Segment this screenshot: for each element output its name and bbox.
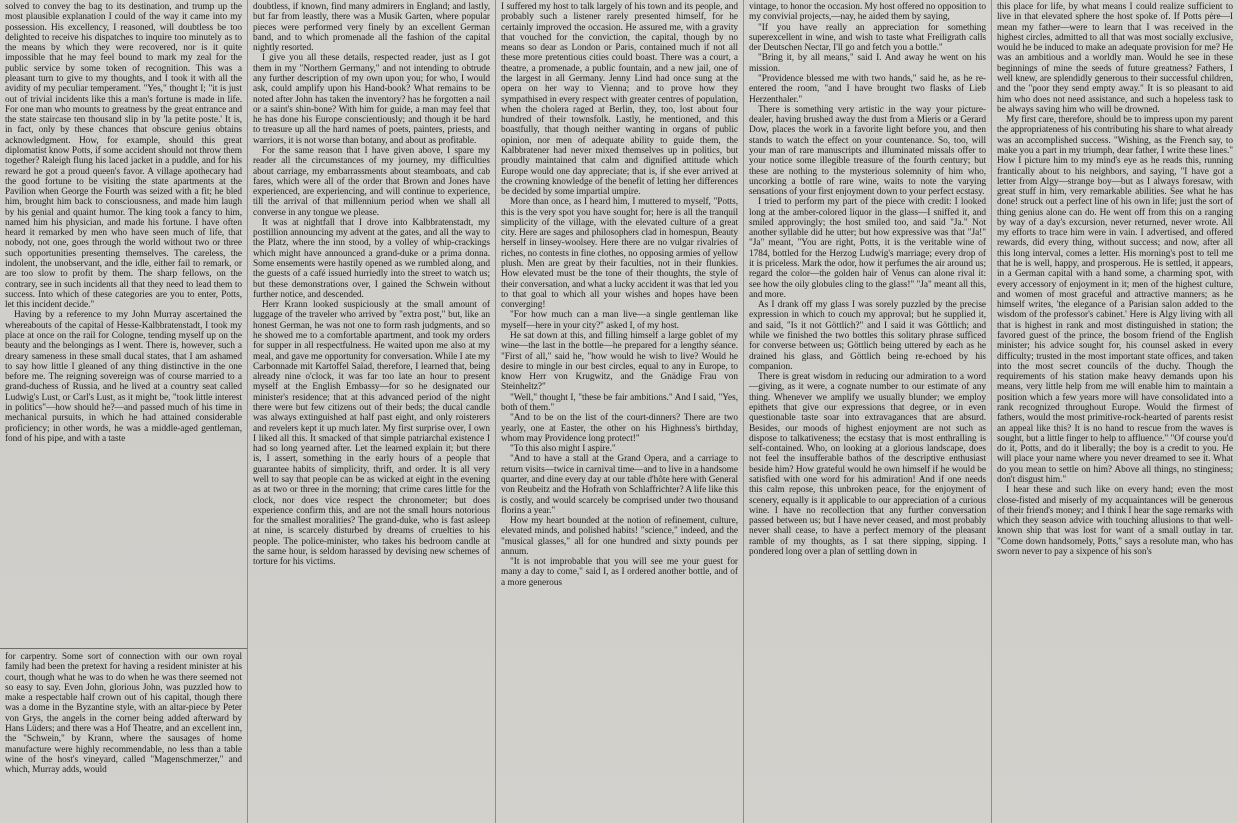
column-1-continuation: [5, 652, 242, 775]
paragraph: "If you have really an appreciation for something superexcellent in wine, and wish to taste what Freiligrath calls der Deutschen Nectar, I'll go and fetch you a bottle.": [749, 22, 986, 54]
paragraph: "Bring it, by all means," said I. And away he went on his mission.: [749, 53, 986, 74]
column-divider-rule: [0, 648, 248, 649]
paragraph: There is something very artistic in the way your picture-dealer, having brushed away the dust from a Mieris or a Gerard Dow, places the work in a favorite light before you, and then stands to watch the effect on your countenance. So, too, will your man of rare manuscripts and illuminated missals offer to your notice some illegible treasure of the fourth century; but these are nothing to the mysterious solemnity of him who, uncorking a bottle of rare wine, waits to note the varying sensations of your first enjoyment down to your perfect ecstasy.: [749, 104, 986, 198]
paragraph: I hear these and such like on every hand; even the most close-fisted and miserly of my acquaintances will be generous of their friend's money; and I think I hear the sage remarks with which they season advice with touching allusions to that well-known ship that was lost for want of a small outlay in tar. "Come down handsomely, Potts," says a resolute man, who has sworn never to pay a sixpence of his son's: [997, 485, 1233, 557]
column-5: [992, 0, 1238, 823]
column-2: [248, 0, 496, 823]
paragraph: "Providence blessed me with two hands," said he, as he re-entered the room, "and I have brought two flasks of Lieb Herzenthaler.": [749, 73, 986, 105]
paragraph: for carpentry. Some sort of connection with our own royal family had been the pretext for having a resident minister at his court, though what he was to do when he was there seemed not so easy to say. Even John, glorious John, was puzzled how to make a respectable half crown out of his capital, though there was a dome in the Byzantine style, with an altar-piece by Peter von Grys, the angels in the corner being added afterward by Hans Lüders; and there was a Hof Theatre, and an excellent inn, the "Schwein," by Krann, where the sausages of home manufacture were highly recommendable, no less than a table wine of the host's vineyard, called "Magenschmerzer," and which, Murray adds, would: [5, 652, 242, 776]
column-1: [0, 0, 248, 823]
paragraph: Herr Krann looked suspiciously at the small amount of luggage of the traveler who arrived by "extra post," but, like an honest German, he was not one to form rash judgments, and so he showed me to a comfortable apartment, and took my orders for supper in all respectfulness. He waited upon me also at my meal, and gave me opportunity for conversation. While I ate my Carbonnade mit Kartoffel Salad, therefore, I learned that, being already nine o'clock, it was far too late an hour to present myself at the English Embassy—for so he designated our minister's residence; that at this advanced period of the night there were but few citizens out of their beds; the ducal candle was always extinguished at half past eight, and only roisterers and revelers kept it up much later. My first surprise over, I own I liked all this. It smacked of that simple patriarchal existence I had so long yearned after. Let the learned explain it; but there is, I assert, something in the early hours of a people that guarantee habits of simplicity, thrift, and order. It is all very well to say that people can be as wicked at eight in the evening as at two or three in the morning; that crime cares little for the clock, nor does vice respect the chronometer; but does experience confirm this, and are not the small hours notorious for the smallest moralities? The grand-duke, who is fast asleep at nine, is scarcely disturbed by dreams of cruelties to his people. The police-minister, who takes his bedroom candle at the same hour, is seldom harassed by devising new schemes of torture for his victims.: [253, 300, 490, 568]
paragraph: "And to be on the list of the court-dinners? There are two yearly, one at Easter, the other on his Highness's birthday, whom may Providence long protect!": [501, 413, 738, 444]
paragraph: I suffered my host to talk largely of his town and its people, and probably such a listener rarely presented himself, for he certainly improved the occasion. He assured me, with a gravity that vouched for the conviction, the capital, though by no means so dear as London or Paris, contained much if not all these more pretentious cities could boast. There was a court, a theatre, a promenade, a public fountain, and a new jail, one of the largest in all Germany. Jenny Lind had once sung at the opera on her way to Vienna; and to prove how they sympathised in every respect with greater centres of population, when the cholera raged at Berlin, they, too, lost about four hundred of their townsfolk. Lastly, he mentioned, and this boastfully, that though neither wanting in organs of public opinion, nor men of adequate ability to guide them, the Kalbbratener had never mixed themselves up in politics, but proudly maintained that calm and dignified attitude which Europe would one day appreciate; that is, if she ever arrived at the crowning knowledge of the benefit of letting her differences be decided by some impartial umpire.: [501, 2, 738, 198]
paragraph: My first care, therefore, should be to impress upon my parent the appropriateness of his contributing his share to what already was an accomplished success. "Wishing, as the French say, to make you a part in my triumph, dear father, I write these lines." How I picture him to my mind's eye as he reads this, running frantically about to his neighbors, and saying, "I have got a letter from Algy—strange boy—but as I always foresaw, with great stuff in him, very remarkable abilities. See what he has done! struck out a perfect line of his own in life; just the sort of thing genius alone can do. He went off from this on a ranging by way of a day's excursion, never returned, never wrote. All my efforts to trace him were in vain. I advertised, and offered rewards, did every thing, without success; and now, after all this long interval, comes a letter. His morning's post to tell me that he is well, happy, and prosperous. He is settled, it appears, in a German capital with a hand some, a charming spot, with every accessory of enjoyment in it; men of the highest culture, and women of most graceful and attractive manners; as he himself writes, 'the elegance of a Parisian salon added to the wisdom of the professor's cabinet.' Here is Algy living with all that is highest in rank and most distinguished in station; the favored guest of the prince, the bosom friend of the English minister; his advice sought for, his counsel asked in every difficulty; trusted in the most important state offices, and taken into the most secret councils of the duchy. Though the requirements of his station make heavy demands upon his means, very little help from me will enable him to maintain a position which a few years more will have consolidated into a rank recognized throughout Europe. Would the firmest of fathers, would the most primitive-rock-hearted of parents resist an appeal like this? It is no hand to rescue from the waves is sought, but a little finger to help to affluence." "Of course you'd do it, Potts, and do it liberally; the boy is a credit to you. He will place your name where you never dreamed to see it. What do you mean to settle on him? Above all things, no stinginess; don't disgust him.": [997, 115, 1233, 485]
paragraph: I tried to perform my part of the piece with credit: I looked long at the amber-colored liquor in the glass—I sniffed it, and smiled approvingly; the host smiled too, and said "Ja." Not another syllable did he utter; but how expressive was that "Ja!" "Ja" meant, "You are right, Potts, it is the veritable wine of 1784, bottled for the Herzog Ludwig's marriage; every drop of it is priceless. Mark the odor, how it perfumes the air around us; regard the color—the golden hair of Venus can alone rival it: see how the oily globules cling to the glass!" "Ja" meant all this, and more.: [749, 197, 986, 300]
paragraph: "Well," thought I, "these be fair ambitions." And I said, "Yes, both of them.": [501, 392, 738, 413]
paragraph: As I drank off my glass I was sorely puzzled by the precise expression in which to couch my approval; but he supplied it, and said, "Is it not Göttlich?" and I said it was Göttlich; and while we finished the two bottles this solitary phrase sufficed for converse between us; Göttlich being uttered by each as he drained his glass, and Göttlich being re-echoed by his companion.: [749, 300, 986, 372]
paragraph: solved to convey the bag to its destination, and trump up the most plausible explanation I could of the way it came into my possession. His excellency, I reasoned, will doubtless be too delighted to receive his dispatches to inquire too minutely as to the means by which they were recovered, nor is it quite impossible that he may feel bound to mark my zeal for the public service by some token of recognition. This was a pleasant turn to give to my thoughts, and I took it with all the avidity of my peculiar temperament. "Yes," thought I; "it is just out of trivial incidents like this a man's fortune is made in life. For one man who mounts to greatness by the great entrance and the state staircase ten thousand slip in by 'la petite poste.' It is, in fact, only by these chances that obscure genius obtains acknowledgment. How, for example, should this great diplomatist know Potts, if some accident should not throw them together? Raleigh flung his laced jacket in a puddle, and for his reward he got a proud queen's favor. A village apothecary had the good fortune to be visiting the state apartments at the Pavilion when George the Fourth was seized with a fit; he bled him, brought him back to consciousness, and made him laugh by his genial and quaint humor. The king took a fancy to him, named him his physician, and made his fortune. I have often heard it remarked by men who have seen much of life, that nobody, not one, goes through the world without two or three such opportunities presenting themselves. The careless, the indolent, the unobservant, and the idle, either fail to remark, or are too slow to profit by them. The sharp fellows, on the contrary, see in such incidents all that they need to lead them to success. Into which of these categories are you to enter, Potts, let this incident decide.": [5, 2, 242, 311]
paragraph: "To this also might I aspire.": [510, 444, 616, 455]
paragraph: He sat down at this, and filling himself a large goblet of my wine—the last in the bottle—he prepared for a lengthy séance. "First of all," said he, "how would he wish to live? Would he desire to mingle in our best circles, equal to any in Europe, to know Herr von Krugwitz, and the Gnädige Frau von Steinheltz?": [501, 331, 738, 393]
column-4: [744, 0, 992, 823]
paragraph: "And to have a stall at the Grand Opera, and a carriage to return visits—twice in carnival time—and to live in a handsome quarter, and dine every day at our table d'hôte here with General von Reubeitz and the Hofrath von Schlaffrichter? A life like this is costly, and would scarcely be comprised under two thousand florins a year.": [501, 454, 738, 516]
paragraph: this place for life, by what means I could realize sufficient to live in that elevated sphere the host spoke of. If Potts père—I mean my father—were to learn that I was received in the highest circles, admitted to all that was most socially exclusive, would he be induced to make an adequate provision for me? He was an ambitious and a worldly man. Would he see in these beginnings of mine the seeds of future greatness? Fathers, I well knew, are splendidly generous to their successful children, and the "poor they send empty away." It is so pleasant to aid him who does not need assistance, and such a hopeless task to be always saving him who will be drowned.: [997, 2, 1233, 115]
paragraph: Having by a reference to my John Murray ascertained the whereabouts of the capital of Hesse-Kalbbratenstadt, I took my place at once on the rail for Cologne, tending myself up on the beauty and the belongings as I went. There is, however, such a dreary sameness in these small ducal states, that I am ashamed to say how little I gleaned of any thing distinctive in the one before me. The reigning sovereign was of course married to a grand-duchess of Russia, and he lived at a country seat called Ludwig's Lust, or Carl's Lust, as it might be, "took little interest in politics"—how should he?—and passed much of his time in mechanical pursuits, in which he had attained considerable proficiency; in other words, he was a middle-aged gentleman, fond of his pipe, and with a taste: [5, 310, 242, 444]
column-3: [496, 0, 744, 823]
paragraph: "For how much can a man live—a single gentleman like myself—here in your city?" asked I, of my host.: [501, 310, 738, 331]
paragraph: vintage, to honor the occasion. My host offered no opposition to my convivial projects,—nay, he aided them by saying,: [749, 2, 986, 23]
paragraph: For the same reason that I have given above, I spare my reader all the circumstances of my journey, my difficulties about carriage, my embarrassments about steamboats, and cab fares, which were all of the order that Brown and Jones have experienced, are experiencing, and will continue to experience, till the arrival of that millennium period when we shall all converse in any tongue we please.: [253, 145, 490, 218]
paragraph: It was at nightfall that I drove into Kalbbratenstadt, my postillion announcing my advent at the gates, and all the way to the Platz, where the inn stood, by a volley of whip-crackings which might have announced a grand-duke or a prima donna. Some ensements were hastily opened as we rumbled along, and the guests of a café issued hurriedly into the street to watch us; but these demonstrations over, I gained the Schwein without further notice, and descended.: [253, 217, 490, 300]
paragraph: doubtless, if known, find many admirers in England; and lastly, but far from leastly, there was a Musik Garten, where popular pieces were performed very finely by an excellent German band, and to which promenade all the fashion of the capital nightly resorted.: [253, 2, 490, 54]
paragraph: More than once, as I heard him, I muttered to myself, "Potts, this is the very spot you have sought for; here is all the tranquil simplicity of the village, with the elevated culture of a great city. Here are sages and philosophers clad in homespun, Beauty herself in linsey-woolsey. Here there are no vulgar rivalries of riches, no contests in fine clothes, no opposing armies of yellow plush. Men are great by their faculties, not in their flunkies. How elevated must be the tone of their thoughts, the style of their conversation, and what a lucky accident it was that led you to that goal to which all your wishes and hopes have been converging!: [501, 197, 738, 311]
paragraph: "It is not improbable that you will see me your guest for many a day to come," said I, as I ordered another bottle, and of a more generous: [501, 557, 738, 588]
paragraph: There is great wisdom in reducing our admiration to a word—giving, as it were, a cognate number to our estimate of any thing. Whenever we amplify we usually blunder; we employ epithets that give our expressions that degree, or in even questionable taste soar into extravagances that are absurd. Besides, our moods of highest enjoyment are not such as dispose to talkativeness; the ecstasy that is most enthralling is self-contained. Who, on looking at a glorious landscape, does not feel the insufferable bathos of the descriptive enthusiast beside him? How grateful would he own himself if he would be satisfied with one word for his admiration! And if one needs this calm repose, this unbroken peace, for the enjoyment of scenery, equally is it applicable to our appreciation of a curious wine. I have no recollection that any further conversation passed between us; but I have never ceased, and most probably never shall cease, to have a perfect memory of the pleasant ramble of my thoughts, as I sat there sipping, sipping. I pondered long over a plan of settling down in: [749, 372, 986, 557]
paragraph: I give you all these details, respected reader, just as I got them in my "Northern Germany," and not intending to obtrude any further description of my own upon you; for who, I would ask, could amplify upon his Hand-book? What remains to be noted after John has taken the inventory? has he forgotten a nail or a saint's shin-bone? With him for guide, a man may feel that he has done his Europe conscientiously; and though it be hard to treasure up all the hard names of poets, painters, priests, and warriors, it is not worse than botany, and about as profitable.: [253, 53, 490, 146]
paragraph: How my heart bounded at the notion of refinement, culture, elevated minds, and polished habits! "science," indeed, and the "musical glasses," all for one hundred and sixty pounds per annum.: [501, 516, 738, 557]
